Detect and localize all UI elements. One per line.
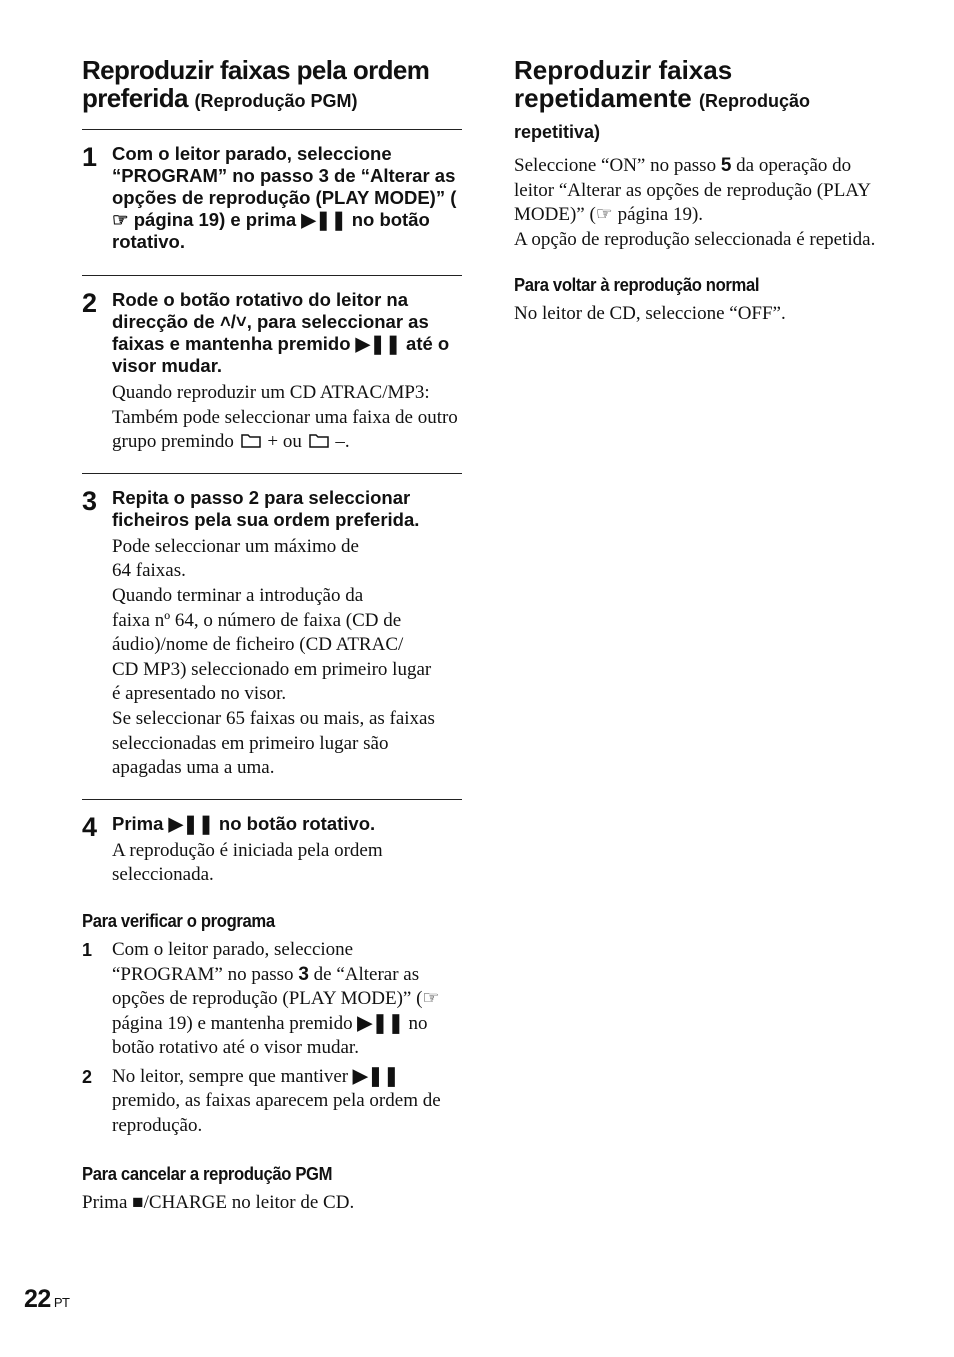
step-2 — [82, 276, 462, 473]
title-main: Reproduzir faixas pela ordem preferida — [82, 55, 430, 113]
check-program-heading: Para verificar o programa — [82, 909, 275, 931]
title-sub: (Reprodução repetitiva) — [514, 91, 810, 142]
language-code: PT — [53, 1295, 70, 1310]
step-number: 1 — [82, 142, 98, 172]
normal-playback-body: No leitor de CD, seleccione “OFF”. — [514, 303, 786, 325]
item-text: página 19) e mantenha premido — [112, 1012, 358, 1034]
item-text: de “Alterar as opções de reprodução (PLAY MODE)” ( — [112, 963, 423, 1010]
play-pause-icon: ▶❚❚ — [355, 333, 401, 354]
item-text: Com o leitor parado, seleccione “PROGRAM” no passo — [112, 938, 354, 985]
item-text: 3 — [298, 963, 309, 985]
page-reference-icon: ☞ — [422, 988, 440, 1010]
folder-icon — [309, 431, 329, 445]
item-text: no botão rotativo até o visor mudar. — [112, 1012, 428, 1059]
step-heading — [112, 289, 462, 377]
item-text: premido, as faixas aparecem pela ordem de reprodução. — [112, 1090, 441, 1137]
step-heading — [112, 143, 462, 253]
step-body: Pode seleccionar um máximo de 64 faixas. Quando terminar a introdução da faixa nº 64, o número de faixa (CD de áudio)/nome de ficheiro (CD ATRAC/ CD MP3) seleccionado em primeiro lugar é apresentado no visor. Se seleccionar 65 faixas ou mais, as faixas seleccionadas em primeiro lugar são apagadas uma a uma. — [112, 535, 435, 779]
left-column — [82, 56, 462, 1215]
step-text: Prima — [112, 812, 169, 834]
right-column — [514, 56, 886, 327]
step-text: Quando reproduzir um CD ATRAC/MP3: Também pode seleccionar uma faixa de outro grupo premindo — [112, 382, 458, 453]
step-text: página 19) e prima — [128, 209, 302, 230]
step-number: 3 — [82, 485, 98, 516]
page-reference-icon: ☞ — [595, 204, 613, 226]
item-text: No leitor, sempre que mantiver — [112, 1065, 353, 1087]
page-number — [24, 1285, 69, 1314]
body-text: página 19). A opção de reprodução seleccionada é repetida. — [514, 204, 876, 250]
step-text: no botão rotativo. — [112, 209, 430, 252]
body-text: /CHARGE no leitor de CD. — [143, 1191, 355, 1213]
step-number: 2 — [82, 288, 98, 318]
section-title-pgm — [82, 56, 462, 115]
step-4 — [82, 800, 462, 910]
body-text: Prima — [82, 1191, 133, 1213]
page-reference-icon: ☞ — [112, 209, 129, 230]
step-number: 4 — [82, 811, 98, 842]
step-body — [112, 381, 462, 455]
play-pause-icon: ▶❚❚ — [168, 812, 214, 834]
step-text: Rode o botão rotativo do leitor na direcção de — [112, 289, 408, 332]
cancel-pgm-heading: Para cancelar a reprodução PGM — [82, 1162, 333, 1184]
step-3 — [82, 474, 462, 799]
step-text: –. — [330, 431, 350, 453]
list-item — [82, 1065, 462, 1139]
folder-icon — [241, 431, 261, 445]
step-heading: Repita o passo 2 para seleccionar ficheiros pela sua ordem preferida. — [112, 486, 420, 530]
list-item — [82, 938, 462, 1061]
title-main: Reproduzir faixas repetidamente — [514, 55, 733, 113]
cancel-pgm-body — [82, 1191, 462, 1216]
body-text: 5 — [720, 155, 732, 176]
play-pause-icon: ▶❚❚ — [357, 1012, 404, 1034]
normal-playback-heading: Para voltar à reprodução normal — [514, 274, 760, 296]
body-text: da operação do leitor “Alterar as opções de reprodução (PLAY MODE)” ( — [514, 155, 871, 226]
step-heading — [112, 813, 462, 835]
page-number-value: 22 — [24, 1285, 51, 1313]
step-text: + ou — [262, 431, 307, 453]
step-text: até o visor mudar. — [112, 333, 450, 376]
repeat-body — [514, 154, 886, 252]
title-sub: (Reprodução PGM) — [194, 91, 358, 111]
section-title-repeat — [514, 56, 886, 146]
step-body: A reprodução é iniciada pela ordem seleccionada. — [112, 839, 383, 886]
step-text: Com o leitor parado, seleccione “PROGRAM” no passo 3 de “Alterar as opções de reprodução (PLAY MODE)” ( — [112, 143, 457, 208]
play-pause-icon: ▶❚❚ — [352, 1065, 400, 1087]
body-text: Seleccione “ON” no passo — [514, 155, 721, 176]
check-program-list — [82, 938, 462, 1139]
list-number: 1 — [82, 939, 93, 960]
step-text: no botão rotativo. — [213, 812, 376, 834]
play-pause-icon: ▶❚❚ — [301, 209, 347, 230]
up-down-arrows-icon: ˄/˅ — [219, 311, 247, 332]
step-text: , para seleccionar as faixas e mantenha premido — [112, 311, 429, 354]
list-number: 2 — [82, 1066, 93, 1087]
stop-icon: ■ — [132, 1191, 144, 1213]
step-1 — [82, 130, 462, 275]
